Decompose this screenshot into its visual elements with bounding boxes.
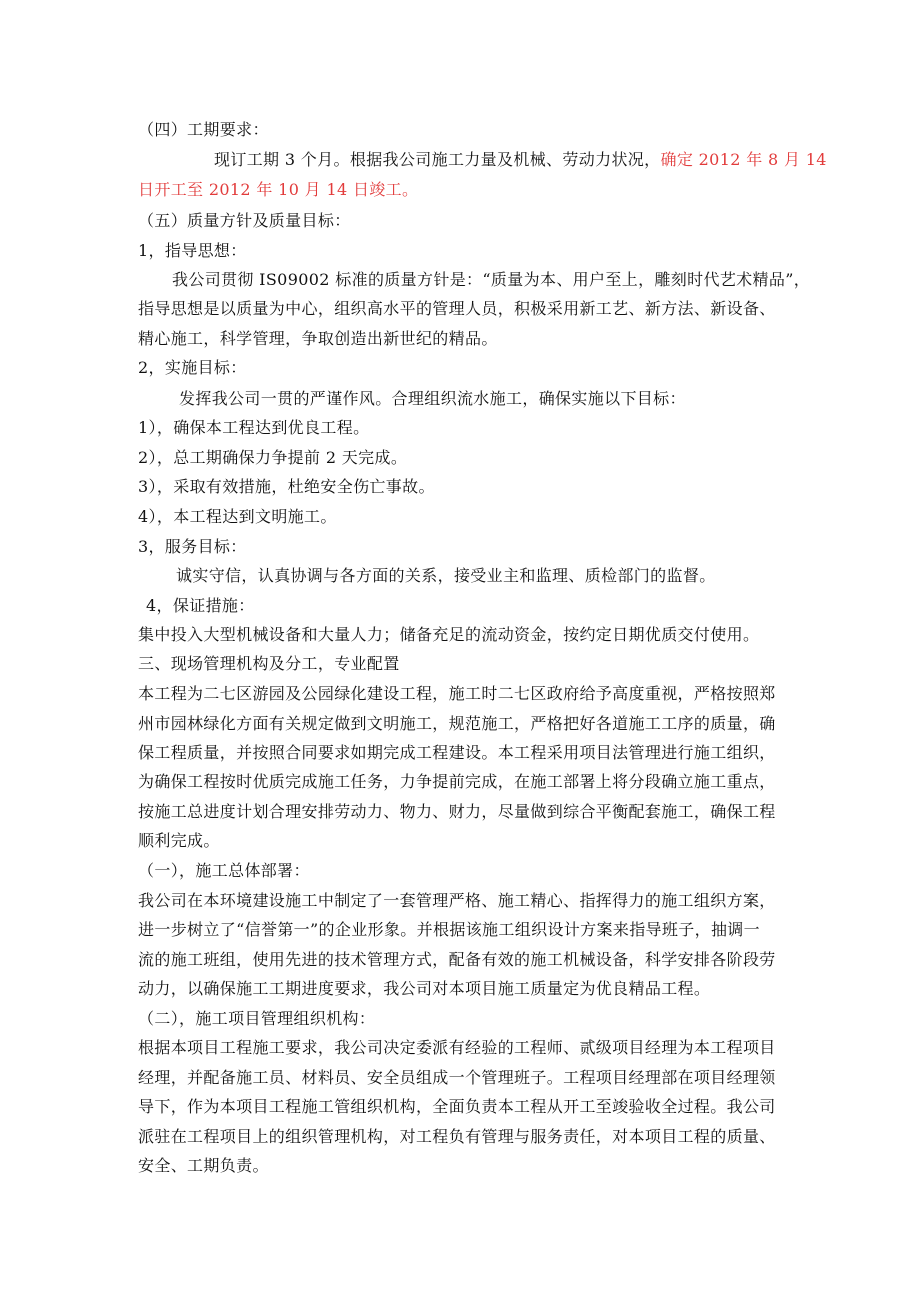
deployment-line-3: 流的施工班组，使用先进的技术管理方式，配备有效的施工机械设备，科学安排各阶段劳 (138, 950, 776, 969)
schedule-line-1 (214, 150, 886, 170)
organization-line-1: 根据本项目工程施工要求，我公司决定委派有经验的工程师、贰级项目经理为本工程项目 (138, 1038, 776, 1057)
section-3-heading: 三、现场管理机构及分工，专业配置 (138, 654, 400, 673)
subsection-2-heading: （二），施工项目管理组织机构： (138, 1009, 376, 1028)
target-4: 4），本工程达到文明施工。 (138, 507, 337, 526)
schedule-line-1-red: 确定 2012 年 8 月 14 (660, 150, 827, 169)
section-4-heading: （四）工期要求： (138, 120, 269, 139)
target-1: 1），确保本工程达到优良工程。 (138, 418, 370, 437)
deployment-line-4: 动力，以确保施工工期进度要求，我公司对本项目施工质量定为优良精品工程。 (138, 979, 711, 998)
subsection-1-heading: （一），施工总体部署： (138, 861, 310, 880)
section-5-heading: （五）质量方针及质量目标： (138, 211, 351, 230)
project-line-3: 保工程质量，并按照合同要求如期完成工程建设。本工程采用项目法管理进行施工组织， (138, 743, 776, 762)
guarantee-line: 集中投入大型机械设备和大量人力；储备充足的流动资金，按约定日期优质交付使用。 (138, 625, 760, 644)
schedule-line-1-black: 现订工期 3 个月。根据我公司施工力量及机械、劳动力状况， (214, 150, 661, 169)
project-line-1: 本工程为二七区游园及公园绿化建设工程，施工时二七区政府给予高度重视，严格按照郑 (138, 684, 776, 703)
guiding-line-1: 我公司贯彻 IS09002 标准的质量方针是：“质量为本、用户至上，雕刻时代艺术精品”， (172, 270, 811, 289)
item-3-heading: 3，服务目标： (138, 537, 247, 556)
organization-line-4: 派驻在工程项目上的组织管理机构，对工程负有管理与服务责任，对本项目工程的质量、 (138, 1127, 776, 1146)
guiding-line-2: 指导思想是以质量为中心，组织高水平的管理人员，积极采用新工艺、新方法、新设备、 (138, 299, 776, 318)
project-line-4: 为确保工程按时优质完成施工任务，力争提前完成，在施工部署上将分段确立施工重点， (138, 772, 776, 791)
schedule-line-2-red: 日开工至 2012 年 10 月 14 日竣工。 (138, 180, 419, 199)
organization-line-5: 安全、工期负责。 (138, 1156, 269, 1175)
project-line-6: 顺利完成。 (138, 831, 220, 850)
target-2: 2），总工期确保力争提前 2 天完成。 (138, 448, 408, 467)
implementation-intro: 发挥我公司一贯的严谨作风。合理组织流水施工，确保实施以下目标： (179, 389, 686, 408)
item-1-heading: 1，指导思想： (138, 241, 247, 260)
guiding-line-3: 精心施工，科学管理，争取创造出新世纪的精品。 (138, 329, 498, 348)
item-2-heading: 2，实施目标： (138, 358, 247, 377)
project-line-2: 州市园林绿化方面有关规定做到文明施工，规范施工，严格把好各道施工工序的质量，确 (138, 714, 776, 733)
organization-line-3: 导下，作为本项目工程施工管组织机构，全面负责本工程从开工至竣验收全过程。我公司 (138, 1097, 776, 1116)
target-3: 3），采取有效措施，杜绝安全伤亡事故。 (138, 477, 435, 496)
project-line-5: 按施工总进度计划合理安排劳动力、物力、财力，尽量做到综合平衡配套施工，确保工程 (138, 802, 776, 821)
deployment-line-2: 进一步树立了“信誉第一”的企业形象。并根据该施工组织设计方案来指导班子，抽调一 (138, 920, 761, 939)
item-4-heading: 4，保证措施： (146, 596, 255, 615)
organization-line-2: 经理，并配备施工员、材料员、安全员组成一个管理班子。工程项目经理部在项目经理领 (138, 1068, 776, 1087)
deployment-line-1: 我公司在本环境建设施工中制定了一套管理严格、施工精心、指挥得力的施工组织方案， (138, 891, 776, 910)
service-line: 诚实守信，认真协调与各方面的关系，接受业主和监理、质检部门的监督。 (176, 566, 716, 585)
